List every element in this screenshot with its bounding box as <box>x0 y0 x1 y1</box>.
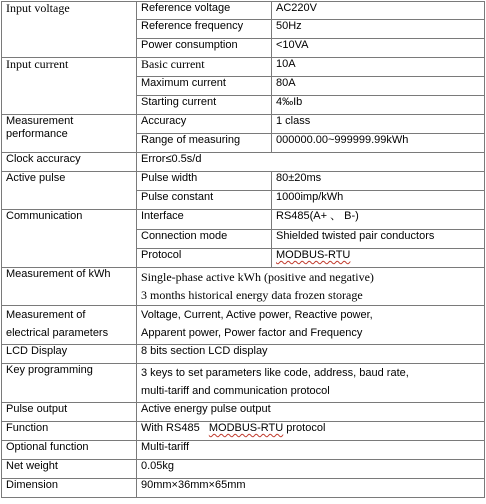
value-line: 3 keys to set parameters like code, address, baud rate, <box>141 367 409 379</box>
param-name: Connection mode <box>137 230 272 249</box>
param-name: Protocol <box>137 249 272 268</box>
specification-table <box>1 1 485 498</box>
row-value: Multi-tariff <box>137 441 485 460</box>
row-label-clock-accuracy: Clock accuracy <box>2 153 137 172</box>
row-label-dimension: Dimension <box>2 479 137 498</box>
param-value: 50Hz <box>272 20 485 39</box>
row-value: 0.05kg <box>137 460 485 479</box>
row-value: 90mm×36mm×65mm <box>137 479 485 498</box>
row-label-measurement-performance <box>2 115 137 153</box>
param-value: 1 class <box>272 115 485 134</box>
row-value <box>137 422 485 441</box>
row-label-net-weight: Net weight <box>2 460 137 479</box>
param-value: 000000.00~999999.99kWh <box>272 134 485 153</box>
value-line: Voltage, Current, Active power, Reactive power, <box>141 309 373 321</box>
label-line: Measurement <box>6 115 74 127</box>
value-part: protocol <box>283 422 326 434</box>
param-value: 4‰Ib <box>272 96 485 115</box>
table-row <box>2 460 485 479</box>
value-line: multi-tariff and communication protocol <box>141 385 330 397</box>
value-part: With RS485 <box>141 422 209 434</box>
row-label-input-voltage: Input voltage <box>2 2 137 58</box>
param-value: Shielded twisted pair conductors <box>272 230 485 249</box>
table-row <box>2 479 485 498</box>
param-name: Pulse width <box>137 172 272 191</box>
param-name: Interface <box>137 210 272 230</box>
value-line: 3 months historical energy data frozen storage <box>141 288 363 302</box>
table-row <box>2 115 485 134</box>
table-row <box>2 268 485 306</box>
param-value: 80A <box>272 77 485 96</box>
label-line: Measurement of <box>6 309 86 321</box>
row-value: Active energy pulse output <box>137 403 485 422</box>
table-row <box>2 403 485 422</box>
param-value: 10A <box>272 58 485 77</box>
param-name: Range of measuring <box>137 134 272 153</box>
value-line: Apparent power, Power factor and Frequency <box>141 327 363 339</box>
param-name: Maximum current <box>137 77 272 96</box>
value-line: Single-phase active kWh (positive and negative) <box>141 270 374 284</box>
label-line: performance <box>6 128 68 140</box>
row-value <box>137 306 485 345</box>
param-name: Accuracy <box>137 115 272 134</box>
param-value <box>272 249 485 268</box>
table-row <box>2 364 485 403</box>
row-label-communication: Communication <box>2 210 137 268</box>
row-label-pulse-output: Pulse output <box>2 403 137 422</box>
protocol-name: MODBUS-RTU <box>276 249 351 261</box>
param-value: RS485(A+ 、 B-) <box>272 210 485 230</box>
table-row <box>2 422 485 441</box>
row-value: 8 bits section LCD display <box>137 345 485 364</box>
protocol-name: MODBUS-RTU <box>208 422 284 434</box>
table-row <box>2 172 485 191</box>
param-name: Basic current <box>137 58 272 77</box>
table-row <box>2 153 485 172</box>
table-row <box>2 58 485 77</box>
row-value: Error≤0.5s/d <box>137 153 485 172</box>
row-value <box>137 364 485 403</box>
row-label-active-pulse: Active pulse <box>2 172 137 210</box>
param-value: AC220V <box>272 2 485 20</box>
table-row <box>2 2 485 20</box>
label-line: electrical parameters <box>6 327 109 339</box>
table-row <box>2 441 485 460</box>
param-name: Reference frequency <box>137 20 272 39</box>
row-label-function: Function <box>2 422 137 441</box>
row-value <box>137 268 485 306</box>
row-label-electrical-parameters <box>2 306 137 345</box>
row-label-optional-function: Optional function <box>2 441 137 460</box>
row-label-key-programming: Key programming <box>2 364 137 403</box>
param-name: Power consumption <box>137 39 272 58</box>
param-value: 1000imp/kWh <box>272 191 485 210</box>
param-name: Starting current <box>137 96 272 115</box>
param-value: 80±20ms <box>272 172 485 191</box>
row-label-lcd-display: LCD Display <box>2 345 137 364</box>
param-name: Pulse constant <box>137 191 272 210</box>
param-value: <10VA <box>272 39 485 58</box>
row-label-measurement-kwh: Measurement of kWh <box>2 268 137 306</box>
row-label-input-current: Input current <box>2 58 137 115</box>
table-row <box>2 210 485 230</box>
table-row <box>2 345 485 364</box>
table-row <box>2 306 485 345</box>
param-name: Reference voltage <box>137 2 272 20</box>
